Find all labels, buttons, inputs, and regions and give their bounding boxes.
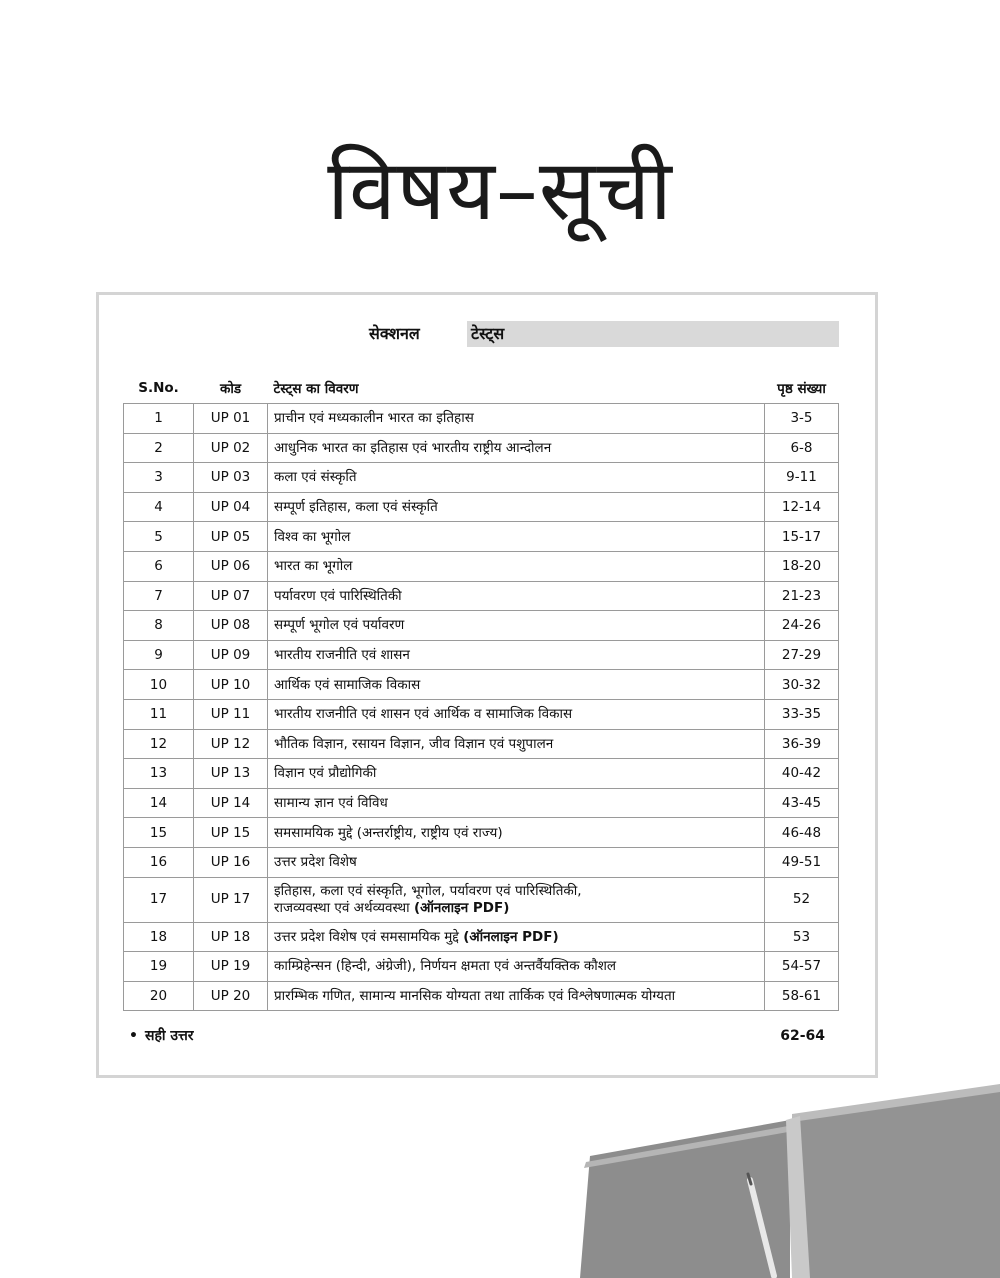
row-pages: 46-48 xyxy=(765,818,839,848)
answers-entry xyxy=(129,1024,825,1048)
row-sno: 9 xyxy=(124,640,194,670)
row-pages: 9-11 xyxy=(765,463,839,493)
column-header-code: कोड xyxy=(219,381,242,397)
table-row xyxy=(124,729,839,759)
column-header-pages: पृष्ठ संख्या xyxy=(777,381,826,397)
row-pages: 40-42 xyxy=(765,759,839,789)
row-code: UP 03 xyxy=(194,463,268,493)
row-description-text: उत्तर प्रदेश विशेष एवं समसामयिक मुद्दे xyxy=(274,928,459,945)
row-code: UP 11 xyxy=(194,699,268,729)
row-pages: 36-39 xyxy=(765,729,839,759)
row-description: उत्तर प्रदेश विशेष xyxy=(268,847,765,877)
page-title: विषय–सूची xyxy=(327,141,673,239)
row-description: विश्व का भूगोल xyxy=(268,522,765,552)
row-code: UP 06 xyxy=(194,551,268,581)
row-code: UP 19 xyxy=(194,952,268,982)
row-sno: 10 xyxy=(124,670,194,700)
answers-pages: 62-64 xyxy=(780,1028,825,1044)
row-description: आर्थिक एवं सामाजिक विकास xyxy=(268,670,765,700)
row-pages: 30-32 xyxy=(765,670,839,700)
table-row xyxy=(124,877,839,922)
row-code: UP 08 xyxy=(194,611,268,641)
row-sno: 14 xyxy=(124,788,194,818)
row-description: समसामयिक मुद्दे (अन्तर्राष्ट्रीय, राष्ट्रीय एवं राज्य) xyxy=(268,818,765,848)
row-code: UP 05 xyxy=(194,522,268,552)
row-sno: 12 xyxy=(124,729,194,759)
row-code: UP 10 xyxy=(194,670,268,700)
contents-panel xyxy=(96,292,878,1078)
table-row xyxy=(124,581,839,611)
table-row xyxy=(124,551,839,581)
row-description: भारत का भूगोल xyxy=(268,551,765,581)
table-row xyxy=(124,952,839,982)
answers-label: सही उत्तर xyxy=(145,1028,194,1044)
row-sno: 2 xyxy=(124,433,194,463)
row-pages: 12-14 xyxy=(765,492,839,522)
row-code: UP 15 xyxy=(194,818,268,848)
row-pages: 24-26 xyxy=(765,611,839,641)
row-description: आधुनिक भारत का इतिहास एवं भारतीय राष्ट्रीय आन्दोलन xyxy=(268,433,765,463)
table-row xyxy=(124,404,839,434)
row-description: भारतीय राजनीति एवं शासन एवं आर्थिक व सामाजिक विकास xyxy=(268,699,765,729)
row-description: सम्पूर्ण भूगोल एवं पर्यावरण xyxy=(268,611,765,641)
row-pages: 52 xyxy=(765,877,839,922)
row-pages: 49-51 xyxy=(765,847,839,877)
section-heading-prefix: सेक्शनल xyxy=(369,324,420,343)
row-code: UP 09 xyxy=(194,640,268,670)
section-heading-highlight: टेस्ट्स xyxy=(467,321,839,347)
row-sno: 15 xyxy=(124,818,194,848)
row-sno: 16 xyxy=(124,847,194,877)
row-pages: 53 xyxy=(765,922,839,952)
row-sno: 6 xyxy=(124,551,194,581)
row-description: विज्ञान एवं प्रौद्योगिकी xyxy=(268,759,765,789)
online-pdf-tag: (ऑनलाइन PDF) xyxy=(413,899,510,916)
contents-table xyxy=(123,373,839,1011)
table-row xyxy=(124,670,839,700)
row-sno: 19 xyxy=(124,952,194,982)
row-code: UP 16 xyxy=(194,847,268,877)
row-description-line2: राजव्यवस्था एवं अर्थव्यवस्था xyxy=(274,899,410,916)
table-header-row xyxy=(124,373,839,404)
column-header-description: टेस्ट्स का विवरण xyxy=(273,381,359,397)
row-pages: 27-29 xyxy=(765,640,839,670)
row-code: UP 12 xyxy=(194,729,268,759)
row-code: UP 18 xyxy=(194,922,268,952)
row-pages: 3-5 xyxy=(765,404,839,434)
row-pages: 15-17 xyxy=(765,522,839,552)
row-description: भौतिक विज्ञान, रसायन विज्ञान, जीव विज्ञान एवं पशुपालन xyxy=(268,729,765,759)
row-pages: 58-61 xyxy=(765,981,839,1011)
bullet: • xyxy=(129,1028,138,1044)
row-sno: 20 xyxy=(124,981,194,1011)
row-sno: 5 xyxy=(124,522,194,552)
row-pages: 43-45 xyxy=(765,788,839,818)
row-sno: 13 xyxy=(124,759,194,789)
book-right-page xyxy=(792,1090,1000,1278)
row-pages: 6-8 xyxy=(765,433,839,463)
row-code: UP 04 xyxy=(194,492,268,522)
row-description: सामान्य ज्ञान एवं विविध xyxy=(268,788,765,818)
row-sno: 8 xyxy=(124,611,194,641)
row-pages: 21-23 xyxy=(765,581,839,611)
table-row xyxy=(124,611,839,641)
row-description: कला एवं संस्कृति xyxy=(268,463,765,493)
row-sno: 7 xyxy=(124,581,194,611)
row-description xyxy=(268,922,765,952)
row-sno: 3 xyxy=(124,463,194,493)
row-code: UP 13 xyxy=(194,759,268,789)
row-code: UP 14 xyxy=(194,788,268,818)
table-row xyxy=(124,522,839,552)
online-pdf-tag: (ऑनलाइन PDF) xyxy=(463,928,559,945)
row-code: UP 17 xyxy=(194,877,268,922)
table-row xyxy=(124,759,839,789)
row-code: UP 02 xyxy=(194,433,268,463)
row-pages: 33-35 xyxy=(765,699,839,729)
row-description-line1: इतिहास, कला एवं संस्कृति, भूगोल, पर्यावरण एवं पारिस्थितिकी, xyxy=(274,883,582,900)
table-row xyxy=(124,922,839,952)
row-code: UP 01 xyxy=(194,404,268,434)
table-row xyxy=(124,433,839,463)
row-sno: 18 xyxy=(124,922,194,952)
row-pages: 18-20 xyxy=(765,551,839,581)
table-row xyxy=(124,699,839,729)
column-header-sno: S.No. xyxy=(138,380,179,396)
row-pages: 54-57 xyxy=(765,952,839,982)
table-row xyxy=(124,847,839,877)
row-description: पर्यावरण एवं पारिस्थितिकी xyxy=(268,581,765,611)
table-row xyxy=(124,818,839,848)
row-code: UP 07 xyxy=(194,581,268,611)
row-sno: 11 xyxy=(124,699,194,729)
row-description: भारतीय राजनीति एवं शासन xyxy=(268,640,765,670)
table-row xyxy=(124,463,839,493)
row-description xyxy=(268,877,765,922)
row-description: प्राचीन एवं मध्यकालीन भारत का इतिहास xyxy=(268,404,765,434)
section-heading xyxy=(363,321,839,347)
row-description: काम्प्रिहेन्सन (हिन्दी, अंग्रेजी), निर्णयन क्षमता एवं अन्तर्वैयक्तिक कौशल xyxy=(268,952,765,982)
open-book-illustration xyxy=(560,1070,1000,1278)
row-sno: 17 xyxy=(124,877,194,922)
table-row xyxy=(124,492,839,522)
book-left-page xyxy=(580,1120,790,1278)
table-row xyxy=(124,981,839,1011)
row-description: सम्पूर्ण इतिहास, कला एवं संस्कृति xyxy=(268,492,765,522)
table-row xyxy=(124,788,839,818)
row-sno: 1 xyxy=(124,404,194,434)
row-code: UP 20 xyxy=(194,981,268,1011)
table-row xyxy=(124,640,839,670)
row-sno: 4 xyxy=(124,492,194,522)
row-description: प्रारम्भिक गणित, सामान्य मानसिक योग्यता तथा तार्किक एवं विश्लेषणात्मक योग्यता xyxy=(268,981,765,1011)
